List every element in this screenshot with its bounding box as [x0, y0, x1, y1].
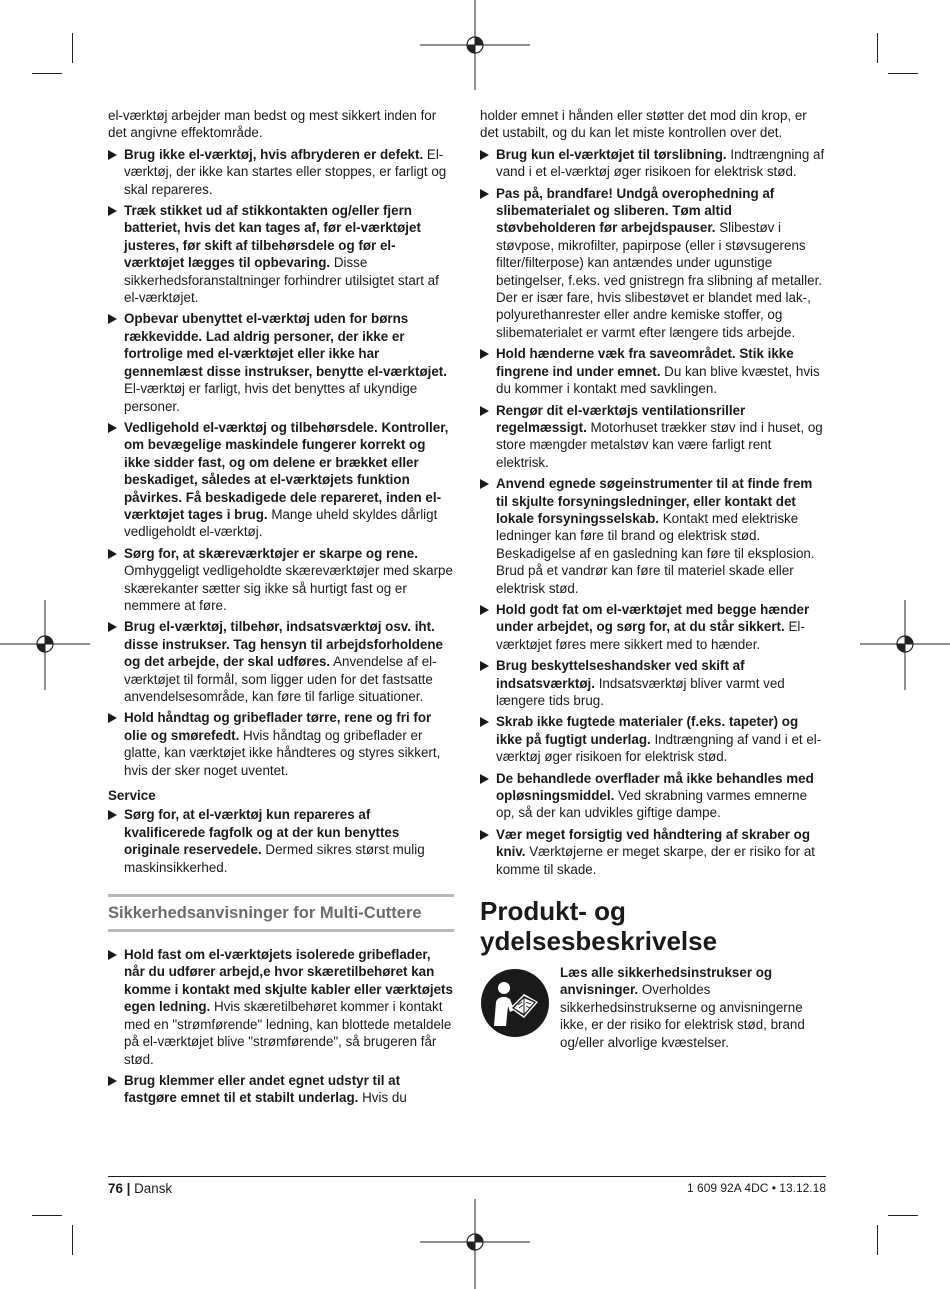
chapter-title: Produkt- og ydelsesbeskrivelse	[480, 896, 718, 957]
registration-mark-left	[0, 600, 90, 690]
item-bold: Træk stikket ud af stikkontakten og/eller fjern batteriet, hvis det kan tages af, før el-værktøjet justeres, før skift af tilbehørsdele og før el-værktøjet lægges til opbevaring.	[124, 203, 421, 271]
triangle-bullet-icon	[480, 406, 489, 416]
triangle-bullet-icon	[108, 549, 117, 559]
item-bold: Pas på, brandfare! Undgå overophedning af slibematerialet og sliberen. Tøm altid støvbeholderen før arbejdspauser.	[496, 185, 775, 236]
triangle-bullet-icon	[108, 622, 117, 632]
item-text: Du kan blive kvæstet, hvis du kommer i kontakt med savklingen.	[496, 363, 820, 397]
item-text: Slibestøv i støvpose, mikrofilter, papirpose (eller i støvsugerens filter/filterpose) kan antændes under ugunstige betingelser, f.eks. ved gnistregn fra slibning af metaller. Der er især fare, hvis slibestøvet er blandet med lak-, polyurethanrester eller andre kemiske stoffer, og slibematerialet er varmt efter længere tids arbejde.	[496, 220, 823, 340]
triangle-bullet-icon	[480, 661, 489, 671]
triangle-bullet-icon	[108, 314, 117, 324]
footer-language: Dansk	[134, 1181, 173, 1196]
list-item	[480, 657, 826, 709]
safety-list	[108, 146, 454, 779]
right-column	[480, 107, 826, 1055]
item-text: Kontakt med elektriske ledninger kan føre til brand og elektrisk stød. Beskadigelse af en gasledning kan føre til eksplosion. Brud på et vandrør kan føre til materiel skade eller elektrisk stød.	[496, 510, 815, 596]
crop-mark	[877, 33, 878, 63]
item-bold: Skrab ikke fugtede materialer (f.eks. tapeter) og ikke på fugtigt underlag.	[496, 714, 799, 747]
triangle-bullet-icon	[108, 810, 117, 820]
item-bold: Brug el-værktøj, tilbehør, indsatsværktøj osv. iht. disse instrukser. Tag hensyn til arbejdsforholdene og det arbejde, der skal udføres.	[124, 619, 443, 670]
list-item	[108, 709, 454, 779]
crop-mark	[877, 1225, 878, 1255]
item-text: Indtrængning af vand i et el-værktøj øger risikoen for elektrisk stød.	[496, 146, 825, 180]
item-bold: Brug klemmer eller andet egnet udstyr til at fastgøre emnet til et stabilt underlag.	[124, 1072, 401, 1106]
item-bold: Hold godt fat om el-værktøjet med begge hænder under arbejdet, og sørg for, at du står sikkert.	[496, 601, 810, 635]
document-code: 1 609 92A 4DC • 13.12.18	[687, 1181, 826, 1195]
item-text: Ved skrabning varmes emnerne op, så der kan udvikles giftige dampe.	[496, 788, 808, 821]
item-text: Disse sikkerhedsforanstaltninger forhindrer utilsigtet start af el-værktøjet.	[124, 255, 439, 306]
item-text: Omhyggeligt vedligeholdte skæreværktøjer med skarpe skærekanter sætter sig ikke så hurtigt fast og er nemmere at føre.	[124, 563, 453, 613]
service-heading: Service	[108, 788, 156, 804]
list-item	[480, 475, 826, 597]
triangle-bullet-icon	[108, 950, 117, 960]
list-item	[108, 310, 454, 414]
list-item	[108, 146, 454, 198]
list-item	[480, 770, 826, 822]
triangle-bullet-icon	[480, 189, 489, 199]
triangle-bullet-icon	[108, 150, 117, 160]
crop-mark	[72, 33, 73, 63]
list-item	[108, 618, 454, 705]
item-text: Dermed sikres størst mulig maskinsikkerhed.	[124, 842, 425, 875]
page-number: 76	[108, 1181, 123, 1196]
list-item	[480, 713, 826, 765]
item-bold: Vær meget forsigtig ved håndtering af skraber og kniv.	[496, 826, 810, 860]
crop-mark	[72, 1225, 73, 1255]
item-bold: Opbevar ubenyttet el-værktøj uden for børns rækkevidde. Lad aldrig personer, der ikke er fortrolige med el-værktøjet eller ikke har gennemlæst disse instrukser, benytte el-værktøjet.	[124, 311, 447, 379]
list-item	[480, 402, 826, 472]
item-text: Hvis skæretilbehøret kommer i kontakt med en "strømførende" ledning, kan blottede metaldele på el-værktøjet blive "strømførende", så brugeren får stød.	[124, 999, 452, 1067]
read-manual-icon	[480, 968, 550, 1038]
list-item	[108, 545, 454, 615]
item-text: Mange uheld skyldes dårligt vedligeholdt el-værktøj.	[124, 506, 438, 540]
page-footer	[108, 1176, 826, 1196]
crop-mark	[888, 73, 918, 74]
item-text: Indsatsværktøj bliver varmt ved længere tids brug.	[496, 675, 785, 708]
list-item	[108, 806, 454, 876]
triangle-bullet-icon	[480, 774, 489, 784]
item-bold: Rengør dit el-værktøjs ventilationsriller regelmæssigt.	[496, 402, 746, 435]
item-text: El-værktøj er farligt, hvis det benyttes af ukyndige personer.	[124, 381, 418, 414]
item-bold: Brug ikke el-værktøj, hvis afbryderen er defekt.	[124, 146, 424, 162]
item-text: Hvis du	[358, 1090, 407, 1106]
list-item	[108, 419, 454, 541]
list-item	[480, 826, 826, 878]
item-text: El-værktøj, der ikke kan startes eller stoppes, er farligt og skal repareres.	[124, 146, 447, 197]
triangle-bullet-icon	[480, 349, 489, 359]
footer-separator: |	[126, 1181, 131, 1196]
section-title: Sikkerhedsanvisninger for Multi-Cuttere	[108, 894, 454, 932]
item-bold: Brug kun el-værktøjet til tørslibning.	[496, 146, 727, 162]
list-item	[108, 1072, 454, 1107]
item-text: Motorhuset trækker støv ind i huset, og store mængder metalstøv kan være farligt rent elektrisk.	[496, 419, 823, 470]
left-column	[108, 107, 454, 1111]
item-text: Indtrængning af vand i et el-værktøj øger risikoen for elektrisk stød.	[496, 731, 822, 765]
warning-body: Overholdes sikkerhedsinstrukserne og anvisningerne ikke, er der risiko for elektrisk stød, brand og/eller alvorlige kvæstelser.	[560, 982, 805, 1050]
triangle-bullet-icon	[108, 1076, 117, 1086]
triangle-bullet-icon	[108, 206, 117, 216]
triangle-bullet-icon	[480, 479, 489, 489]
triangle-bullet-icon	[480, 717, 489, 727]
triangle-bullet-icon	[108, 423, 117, 433]
item-bold: Anvend egnede søgeinstrumenter til at finde frem til skjulte forsyningsledninger, eller kontakt det lokale forsyningsselskab.	[496, 476, 813, 526]
item-text: Værktøjerne er meget skarpe, der er risiko for at komme til skade.	[496, 844, 816, 877]
registration-mark-bottom	[420, 1199, 530, 1289]
item-bold: Sørg for, at skæreværktøjer er skarpe og rene.	[124, 545, 418, 561]
safety-list	[480, 146, 826, 878]
triangle-bullet-icon	[108, 713, 117, 723]
list-item	[108, 946, 454, 1068]
item-text: Hvis håndtag og gribeflader er glatte, kan værktøjet ikke håndteres og styres sikkert, hvis der sker noget uventet.	[124, 727, 441, 778]
triangle-bullet-icon	[480, 830, 489, 840]
triangle-bullet-icon	[480, 150, 489, 160]
continuation-paragraph: el-værktøj arbejder man bedst og mest sikkert inden for det angivne effektområde.	[108, 108, 437, 141]
list-item	[480, 601, 826, 653]
item-bold: Brug beskyttelseshandsker ved skift af indsatsværktøj.	[496, 658, 745, 691]
item-bold: Vedligehold el-værktøj og tilbehørsdele. Kontroller, om bevægelige maskindele fungerer korrekt og ikke sidder fast, og om delene er brækket eller beskadiget, således at el-værktøjets funktion påvirkes. Få beskadigede dele repareret, inden el-værktøjet tages i brug.	[124, 419, 449, 522]
item-bold: De behandlede overflader må ikke behandles med opløsningsmiddel.	[496, 770, 814, 804]
warning-block	[480, 964, 826, 1051]
warning-bold: Læs alle sikkerhedsinstrukser og anvisninger.	[560, 965, 773, 998]
crop-mark	[32, 73, 62, 74]
continuation-paragraph: holder emnet i hånden eller støtter det mod din krop, er det ustabilt, og du kan let miste kontrollen over det.	[480, 108, 807, 141]
triangle-bullet-icon	[480, 605, 489, 615]
list-item	[108, 202, 454, 306]
item-bold: Hold fast om el-værktøjets isolerede gribeflader, når du udfører arbejd,e hvor skæretilbehøret kan komme i kontakt med skjulte kabler eller værktøjets egen ledning.	[124, 947, 453, 1015]
list-item	[480, 146, 826, 181]
item-bold: Sørg for, at el-værktøj kun repareres af kvalificerede fagfolk og at der kun benyttes originale reservedele.	[124, 807, 400, 858]
item-text: Anvendelse af el-værktøjet til formål, som ligger uden for det fastsatte anvendelsesområde, kan føre til farlige situationer.	[124, 654, 437, 704]
crop-mark	[32, 1215, 62, 1216]
warning-text	[560, 964, 826, 1051]
registration-mark-top	[420, 0, 530, 90]
item-bold: Hold hænderne væk fra saveområdet. Stik ikke fingrene ind under emnet.	[496, 346, 794, 379]
list-item	[480, 185, 826, 342]
crop-mark	[888, 1215, 918, 1216]
item-bold: Hold håndtag og gribeflader tørre, rene og fri for olie og smørefedt.	[124, 710, 432, 743]
registration-mark-right	[860, 600, 950, 690]
item-text: El-værktøjet føres mere sikkert med to hænder.	[496, 619, 805, 652]
list-item	[480, 345, 826, 397]
